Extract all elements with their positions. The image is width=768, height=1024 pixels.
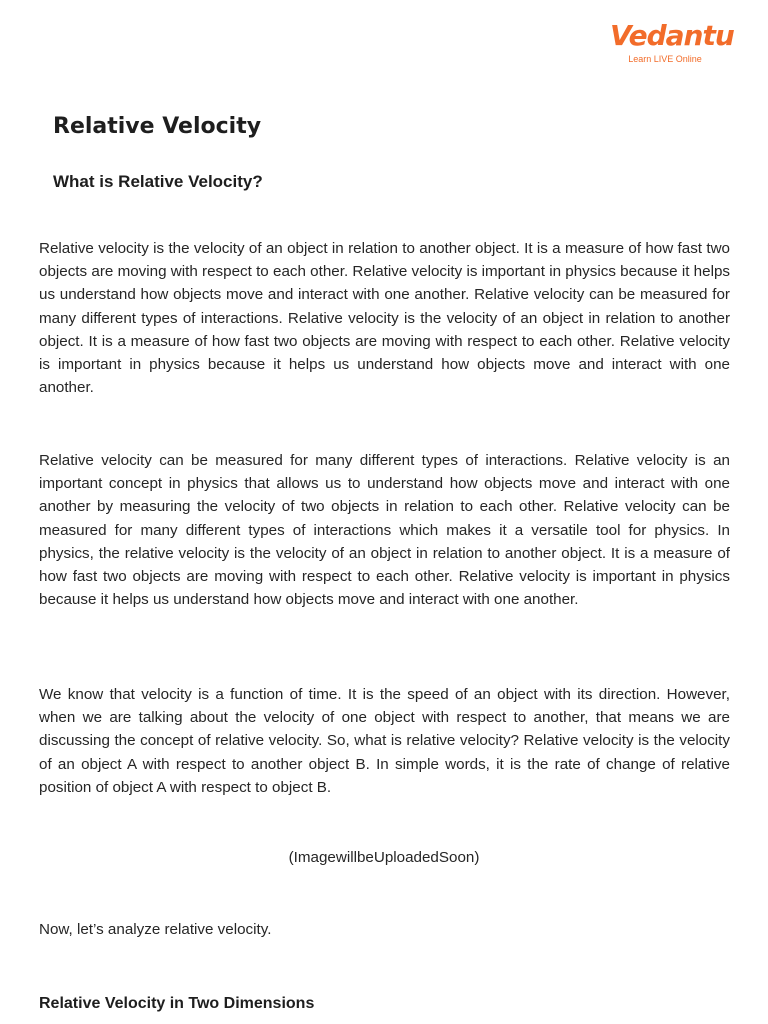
subheading: Relative Velocity in Two Dimensions <box>39 995 315 1012</box>
logo-wordmark: Vedantu <box>610 19 734 52</box>
paragraph-1: Relative velocity is the velocity of an object in relation to another object. It is a measure of how fast two objects are moving with respect to each other. Relative velocity is important in physics because it helps us understand how objects move and interact with one another. Relative velocity can be measured for many different types of interactions. Relative velocity is the velocity of an object in relation to another object. It is a measure of how fast two objects are moving with respect to each other. Relative velocity is important in physics because it helps us understand how objects move and interact with one another. <box>39 240 730 397</box>
image-placeholder-text: (ImagewillbeUploadedSoon) <box>288 849 480 866</box>
vedantu-logo <box>610 19 734 64</box>
logo-tagline: Learn LIVE Online <box>628 54 702 64</box>
paragraph-3: We know that velocity is a function of time. It is the speed of an object with its direction. However, when we are talking about the velocity of one object with respect to another, that means we are discussing the concept of relative velocity. So, what is relative velocity? Relative velocity is the velocity of an object A with respect to another object B. In simple words, it is the rate of change of relative position of object A with respect to object B. <box>39 686 730 796</box>
page-title: Relative Velocity <box>53 114 262 139</box>
paragraph-2: Relative velocity can be measured for many different types of interactions. Relative velocity is an important concept in physics that allows us to understand how objects move and interact with one another by measuring the velocity of two objects in relation to each other. Relative velocity can be measured for many different types of interactions which makes it a versatile tool for physics. In physics, the relative velocity is the velocity of an object in relation to another object. It is a measure of how fast two objects are moving with respect to each other. Relative velocity is important in physics because it helps us understand how objects move and interact with one another. <box>39 452 730 609</box>
section-heading: What is Relative Velocity? <box>53 172 263 191</box>
paragraph-4: Now, let’s analyze relative velocity. <box>39 921 272 938</box>
